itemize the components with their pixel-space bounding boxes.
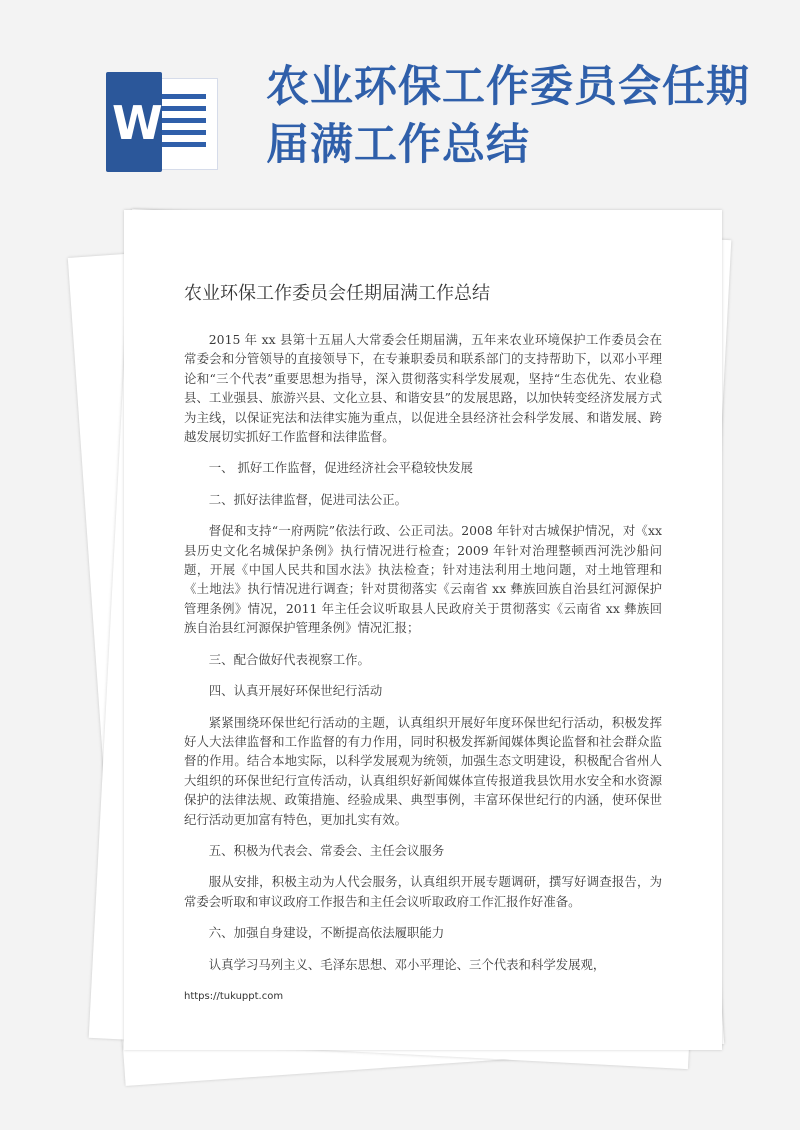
word-badge-letter: W: [112, 96, 163, 150]
text-line-icon: [158, 142, 206, 147]
word-logo-icon: [106, 72, 218, 172]
text-line-icon: [158, 118, 206, 123]
section-heading: 四、认真开展好环保世纪行活动: [208, 683, 383, 699]
document-title: 农业环保工作委员会任期届满工作总结: [184, 283, 490, 304]
text-line-icon: [158, 94, 206, 99]
section-heading: 一、 抓好工作监督，促进经济社会平稳较快发展: [208, 460, 473, 476]
banner-title: 农业环保工作委员会任期届满工作总结: [266, 62, 750, 170]
paragraph: 认真学习马列主义、毛泽东思想、邓小平理论、三个代表和科学发展观，: [208, 956, 606, 972]
text-line-icon: [158, 106, 206, 111]
section-heading: 六、加强自身建设，不断提高依法履职能力: [208, 925, 445, 941]
section-heading: 二、抓好法律监督，促进司法公正。: [208, 491, 408, 507]
document-body: [184, 280, 662, 986]
text-line-icon: [158, 130, 206, 135]
section-heading: 三、配合做好代表视察工作。: [208, 651, 370, 667]
footer-url: https://tukuppt.com: [184, 991, 284, 1002]
paragraph: 紧紧围绕环保世纪行活动的主题，认真组织开展好年度环保世纪行活动，积极发挥好人大法律监督和工作监督的有力作用，同时积极发挥新闻媒体舆论监督和社会群众监督的作用。结合本地实际，以科学发展观为统领，加强生态文明建设，积极配合省州人大组织的环保世纪行宣传活动，认真组织好新闻媒体宣传报道我县饮用水安全和水资源保护的法律法规、政策措施、经验成果、典型事例，丰富环保世纪行的内涵，使环保世纪行活动更加富有特色，更加扎实有效。: [184, 714, 662, 827]
word-badge: [106, 72, 162, 172]
paragraph: 2015 年 xx 县第十五届人大常委会任期届满，五年来农业环境保护工作委员会在常委会和分管领导的直接领导下，在专兼职委员和联系部门的支持帮助下，以邓小平理论和“三个代表”重要思想为指导，深入贯彻落实科学发展观，坚持“生态优先、农业稳县、工业强县、旅游兴县、文化立县、和谐安县”的发展思路，以加快转变经济发展方式为主线，以保证宪法和法律实施为重点，以促进全县经济社会科学发展、和谐发展、跨越发展切实抓好工作监督和法律监督。: [184, 332, 662, 445]
paragraph: 服从安排，积极主动为人代会服务，认真组织开展专题调研，撰写好调查报告，为常委会听取和审议政府工作报告和主任会议听取政府工作汇报作好准备。: [184, 874, 662, 909]
paragraph: 督促和支持“一府两院”依法行政、公正司法。2008 年针对古城保护情况，对《xx 县历史文化名城保护条例》执行情况进行检查；2009 年针对治理整顿西河洗沙船问题，开展《中国人民共和国水法》执法检查；针对违法利用土地问题，对土地管理和《土地法》执行情况进行调查；针对贯彻落实《云南省 xx 彝族回族自治县红河源保护管理条例》情况，2011 年主任会议听取县人民政府关于贯彻落实《云南省 xx 彝族回族自治县红河源保护管理条例》情况汇报；: [184, 523, 662, 636]
section-heading: 五、积极为代表会、常委会、主任会议服务: [208, 842, 445, 858]
